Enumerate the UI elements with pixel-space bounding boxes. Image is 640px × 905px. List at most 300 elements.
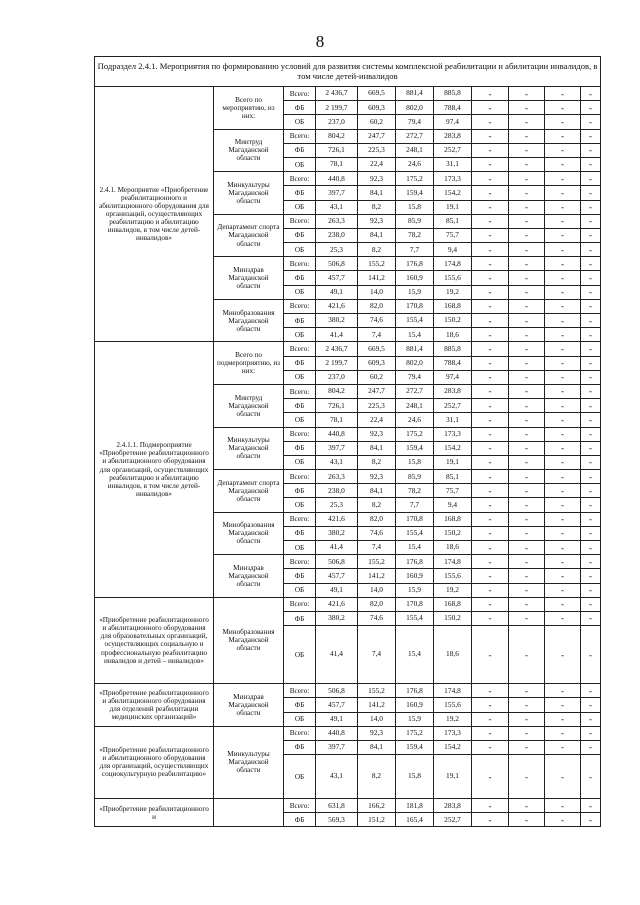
amount-cell: 7,7 (396, 243, 434, 257)
amount-cell: 168,8 (434, 597, 472, 611)
funding-source: Всего: (284, 470, 316, 484)
dash-cell: - (581, 755, 601, 799)
amount-cell: 15,8 (396, 455, 434, 469)
dash-cell: - (472, 243, 509, 257)
dash-cell: - (545, 186, 581, 200)
dash-cell: - (509, 484, 545, 498)
executor-name: Минобразования Магаданской области (214, 597, 284, 683)
amount-cell: 24,6 (396, 157, 434, 171)
dash-cell: - (472, 115, 509, 129)
amount-cell: 92,3 (358, 726, 396, 740)
dash-cell: - (545, 413, 581, 427)
funding-source: ОБ (284, 115, 316, 129)
amount-cell: 155,2 (358, 257, 396, 271)
amount-cell: 85,9 (396, 470, 434, 484)
funding-table (94, 56, 601, 827)
dash-cell: - (545, 626, 581, 684)
amount-cell: 160,9 (396, 698, 434, 712)
dash-cell: - (472, 626, 509, 684)
funding-source: ФБ (284, 356, 316, 370)
amount-cell: 173,3 (434, 427, 472, 441)
dash-cell: - (472, 597, 509, 611)
amount-cell: 14,0 (358, 712, 396, 726)
dash-cell: - (472, 484, 509, 498)
amount-cell: 15,9 (396, 285, 434, 299)
dash-cell: - (545, 484, 581, 498)
dash-cell: - (545, 684, 581, 698)
dash-cell: - (472, 755, 509, 799)
amount-cell: 25,3 (316, 498, 358, 512)
dash-cell: - (509, 285, 545, 299)
amount-cell: 283,8 (434, 799, 472, 813)
dash-cell: - (545, 243, 581, 257)
dash-cell: - (581, 115, 601, 129)
dash-cell: - (509, 87, 545, 101)
amount-cell: 176,8 (396, 555, 434, 569)
dash-cell: - (509, 115, 545, 129)
amount-cell: 31,1 (434, 157, 472, 171)
dash-cell: - (581, 285, 601, 299)
funding-source: ОБ (284, 583, 316, 597)
dash-cell: - (472, 370, 509, 384)
amount-cell: 75,7 (434, 484, 472, 498)
dash-cell: - (581, 87, 601, 101)
amount-cell: 788,4 (434, 356, 472, 370)
amount-cell: 15,4 (396, 626, 434, 684)
amount-cell: 19,2 (434, 583, 472, 597)
funding-source: ФБ (284, 813, 316, 827)
amount-cell: 41,4 (316, 328, 358, 342)
measure-label: «Приобретение реабилитационного и абилитационного оборудования для отделений реабилитации медицинских организаций» (95, 684, 214, 727)
dash-cell: - (545, 470, 581, 484)
amount-cell: 78,2 (396, 484, 434, 498)
dash-cell: - (545, 726, 581, 740)
dash-cell: - (545, 455, 581, 469)
amount-cell: 168,8 (434, 512, 472, 526)
amount-cell: 176,8 (396, 684, 434, 698)
dash-cell: - (472, 698, 509, 712)
amount-cell: 150,2 (434, 526, 472, 540)
amount-cell: 7,7 (396, 498, 434, 512)
dash-cell: - (581, 413, 601, 427)
amount-cell: 174,8 (434, 555, 472, 569)
amount-cell: 788,4 (434, 101, 472, 115)
amount-cell: 238,0 (316, 228, 358, 242)
amount-cell: 237,0 (316, 115, 358, 129)
funding-source: ФБ (284, 399, 316, 413)
funding-source: ОБ (284, 413, 316, 427)
dash-cell: - (472, 569, 509, 583)
dash-cell: - (472, 399, 509, 413)
amount-cell: 43,1 (316, 200, 358, 214)
dash-cell: - (509, 214, 545, 228)
amount-cell: 225,3 (358, 399, 396, 413)
funding-source: Всего: (284, 342, 316, 356)
executor-name: Минкультуры Магаданской области (214, 427, 284, 470)
table-row (95, 684, 601, 698)
amount-cell: 237,0 (316, 370, 358, 384)
amount-cell: 19,1 (434, 455, 472, 469)
executor-name (214, 799, 284, 827)
amount-cell: 97,4 (434, 115, 472, 129)
amount-cell: 272,7 (396, 129, 434, 143)
amount-cell: 170,8 (396, 597, 434, 611)
dash-cell: - (509, 271, 545, 285)
dash-cell: - (545, 427, 581, 441)
amount-cell: 92,3 (358, 470, 396, 484)
dash-cell: - (581, 299, 601, 313)
measure-label: 2.4.1.1. Подмероприятие «Приобретение реабилитационного и абилитационного оборудования для организаций, осуществляющих реабилитацию и абилитацию инвалидов, в том числе детей-инвалидов» (95, 342, 214, 597)
amount-cell: 881,4 (396, 342, 434, 356)
dash-cell: - (472, 427, 509, 441)
dash-cell: - (509, 755, 545, 799)
amount-cell: 421,6 (316, 299, 358, 313)
table-row (95, 726, 601, 740)
dash-cell: - (581, 698, 601, 712)
dash-cell: - (581, 356, 601, 370)
dash-cell: - (509, 626, 545, 684)
funding-source: Всего: (284, 299, 316, 313)
dash-cell: - (472, 413, 509, 427)
dash-cell: - (545, 384, 581, 398)
funding-source: ОБ (284, 626, 316, 684)
dash-cell: - (545, 342, 581, 356)
dash-cell: - (581, 101, 601, 115)
amount-cell: 25,3 (316, 243, 358, 257)
funding-source: ОБ (284, 328, 316, 342)
amount-cell: 506,8 (316, 257, 358, 271)
amount-cell: 8,2 (358, 498, 396, 512)
amount-cell: 421,6 (316, 597, 358, 611)
dash-cell: - (509, 299, 545, 313)
dash-cell: - (581, 555, 601, 569)
amount-cell: 726,1 (316, 399, 358, 413)
amount-cell: 631,8 (316, 799, 358, 813)
dash-cell: - (509, 370, 545, 384)
amount-cell: 247,7 (358, 129, 396, 143)
amount-cell: 84,1 (358, 228, 396, 242)
dash-cell: - (581, 498, 601, 512)
dash-cell: - (509, 328, 545, 342)
amount-cell: 60,2 (358, 115, 396, 129)
executor-name: Минобразования Магаданской области (214, 512, 284, 555)
funding-source: Всего: (284, 214, 316, 228)
dash-cell: - (581, 399, 601, 413)
amount-cell: 248,1 (396, 399, 434, 413)
dash-cell: - (472, 712, 509, 726)
table-row (95, 597, 601, 611)
amount-cell: 2 199,7 (316, 101, 358, 115)
amount-cell: 155,2 (358, 555, 396, 569)
dash-cell: - (545, 87, 581, 101)
amount-cell: 78,1 (316, 413, 358, 427)
amount-cell: 155,6 (434, 569, 472, 583)
table-row (95, 87, 601, 101)
amount-cell: 173,3 (434, 172, 472, 186)
funding-source: ФБ (284, 698, 316, 712)
dash-cell: - (545, 712, 581, 726)
executor-name: Минздрав Магаданской области (214, 684, 284, 727)
dash-cell: - (581, 597, 601, 611)
amount-cell: 43,1 (316, 755, 358, 799)
amount-cell: 84,1 (358, 484, 396, 498)
dash-cell: - (545, 512, 581, 526)
amount-cell: 74,6 (358, 611, 396, 625)
amount-cell: 78,1 (316, 157, 358, 171)
amount-cell: 170,8 (396, 299, 434, 313)
amount-cell: 151,2 (358, 813, 396, 827)
amount-cell: 15,9 (396, 712, 434, 726)
amount-cell: 43,1 (316, 455, 358, 469)
dash-cell: - (581, 455, 601, 469)
dash-cell: - (509, 413, 545, 427)
table-row (95, 799, 601, 813)
amount-cell: 8,2 (358, 455, 396, 469)
dash-cell: - (545, 200, 581, 214)
dash-cell: - (509, 384, 545, 398)
dash-cell: - (472, 455, 509, 469)
funding-source: ОБ (284, 755, 316, 799)
amount-cell: 609,3 (358, 101, 396, 115)
amount-cell: 19,1 (434, 755, 472, 799)
funding-source: ФБ (284, 484, 316, 498)
dash-cell: - (545, 129, 581, 143)
dash-cell: - (545, 799, 581, 813)
dash-cell: - (581, 370, 601, 384)
amount-cell: 397,7 (316, 186, 358, 200)
funding-source: ОБ (284, 243, 316, 257)
funding-source: ОБ (284, 455, 316, 469)
amount-cell: 881,4 (396, 87, 434, 101)
amount-cell: 160,9 (396, 271, 434, 285)
dash-cell: - (545, 555, 581, 569)
amount-cell: 506,8 (316, 684, 358, 698)
amount-cell: 155,4 (396, 314, 434, 328)
amount-cell: 19,2 (434, 712, 472, 726)
amount-cell: 248,1 (396, 143, 434, 157)
amount-cell: 82,0 (358, 299, 396, 313)
amount-cell: 154,2 (434, 186, 472, 200)
dash-cell: - (509, 470, 545, 484)
dash-cell: - (581, 526, 601, 540)
dash-cell: - (545, 157, 581, 171)
amount-cell: 170,8 (396, 512, 434, 526)
dash-cell: - (545, 143, 581, 157)
dash-cell: - (545, 399, 581, 413)
measure-label: «Приобретение реабилитационного и (95, 799, 214, 827)
funding-source: Всего: (284, 512, 316, 526)
page-number: 8 (315, 32, 325, 51)
dash-cell: - (509, 101, 545, 115)
amount-cell: 18,6 (434, 328, 472, 342)
amount-cell: 92,3 (358, 172, 396, 186)
dash-cell: - (472, 129, 509, 143)
dash-cell: - (545, 172, 581, 186)
amount-cell: 9,4 (434, 498, 472, 512)
amount-cell: 506,8 (316, 555, 358, 569)
dash-cell: - (472, 684, 509, 698)
amount-cell: 181,8 (396, 799, 434, 813)
amount-cell: 380,2 (316, 526, 358, 540)
funding-source: Всего: (284, 555, 316, 569)
amount-cell: 173,3 (434, 726, 472, 740)
amount-cell: 263,3 (316, 470, 358, 484)
amount-cell: 2 436,7 (316, 342, 358, 356)
amount-cell: 92,3 (358, 214, 396, 228)
amount-cell: 569,3 (316, 813, 358, 827)
amount-cell: 19,1 (434, 200, 472, 214)
amount-cell: 8,2 (358, 200, 396, 214)
funding-source: ФБ (284, 441, 316, 455)
amount-cell: 176,8 (396, 257, 434, 271)
funding-source: ФБ (284, 611, 316, 625)
dash-cell: - (581, 342, 601, 356)
funding-source: ФБ (284, 740, 316, 754)
dash-cell: - (545, 271, 581, 285)
amount-cell: 141,2 (358, 698, 396, 712)
amount-cell: 15,4 (396, 541, 434, 555)
dash-cell: - (472, 583, 509, 597)
dash-cell: - (509, 726, 545, 740)
amount-cell: 155,2 (358, 684, 396, 698)
amount-cell: 380,2 (316, 611, 358, 625)
dash-cell: - (581, 484, 601, 498)
funding-source: Всего: (284, 87, 316, 101)
dash-cell: - (581, 726, 601, 740)
measure-label: «Приобретение реабилитационного и абилитационного оборудования для организаций, осуществляющих социокультурную реабилитацию» (95, 726, 214, 798)
executor-name: Минздрав Магаданской области (214, 257, 284, 300)
table-row (95, 342, 601, 356)
amount-cell: 49,1 (316, 583, 358, 597)
dash-cell: - (509, 541, 545, 555)
amount-cell: 252,7 (434, 399, 472, 413)
dash-cell: - (509, 186, 545, 200)
amount-cell: 457,7 (316, 569, 358, 583)
executor-name: Минздрав Магаданской области (214, 555, 284, 598)
dash-cell: - (472, 172, 509, 186)
dash-cell: - (545, 328, 581, 342)
dash-cell: - (545, 257, 581, 271)
amount-cell: 885,8 (434, 87, 472, 101)
dash-cell: - (545, 498, 581, 512)
amount-cell: 2 436,7 (316, 87, 358, 101)
dash-cell: - (509, 157, 545, 171)
amount-cell: 97,4 (434, 370, 472, 384)
amount-cell: 225,3 (358, 143, 396, 157)
dash-cell: - (545, 314, 581, 328)
dash-cell: - (581, 186, 601, 200)
dash-cell: - (509, 356, 545, 370)
dash-cell: - (545, 228, 581, 242)
dash-cell: - (472, 285, 509, 299)
dash-cell: - (545, 597, 581, 611)
amount-cell: 22,4 (358, 157, 396, 171)
dash-cell: - (472, 813, 509, 827)
dash-cell: - (509, 555, 545, 569)
amount-cell: 726,1 (316, 143, 358, 157)
amount-cell: 175,2 (396, 172, 434, 186)
amount-cell: 15,8 (396, 200, 434, 214)
amount-cell: 41,4 (316, 541, 358, 555)
funding-source: ОБ (284, 200, 316, 214)
amount-cell: 18,6 (434, 541, 472, 555)
dash-cell: - (581, 441, 601, 455)
amount-cell: 263,3 (316, 214, 358, 228)
amount-cell: 15,8 (396, 755, 434, 799)
executor-name: Департамент спорта Магаданской области (214, 470, 284, 513)
amount-cell: 165,4 (396, 813, 434, 827)
amount-cell: 669,5 (358, 342, 396, 356)
amount-cell: 885,8 (434, 342, 472, 356)
amount-cell: 272,7 (396, 384, 434, 398)
dash-cell: - (472, 726, 509, 740)
amount-cell: 41,4 (316, 626, 358, 684)
amount-cell: 15,9 (396, 583, 434, 597)
dash-cell: - (472, 143, 509, 157)
dash-cell: - (472, 200, 509, 214)
dash-cell: - (509, 399, 545, 413)
funding-source: ФБ (284, 228, 316, 242)
dash-cell: - (472, 740, 509, 754)
executor-name: Минтруд Магаданской области (214, 384, 284, 427)
measure-label: «Приобретение реабилитационного и абилитационного оборудования для образовательных организаций, осуществляющих социальную и профессиональную реабилитацию инвалидов и детей – инвалидов» (95, 597, 214, 683)
dash-cell: - (509, 684, 545, 698)
dash-cell: - (472, 441, 509, 455)
dash-cell: - (545, 299, 581, 313)
dash-cell: - (581, 157, 601, 171)
dash-cell: - (509, 257, 545, 271)
dash-cell: - (581, 172, 601, 186)
dash-cell: - (581, 143, 601, 157)
dash-cell: - (581, 583, 601, 597)
amount-cell: 252,7 (434, 813, 472, 827)
dash-cell: - (509, 342, 545, 356)
dash-cell: - (545, 285, 581, 299)
amount-cell: 175,2 (396, 427, 434, 441)
dash-cell: - (472, 257, 509, 271)
amount-cell: 804,2 (316, 129, 358, 143)
dash-cell: - (545, 611, 581, 625)
measure-label: 2.4.1. Мероприятие «Приобретение реабилитационного и абилитационного оборудования для организаций, осуществляющих реабилитацию и абилитацию инвалидов, в том числе детей-инвалидов» (95, 87, 214, 342)
dash-cell: - (472, 342, 509, 356)
funding-source: Всего: (284, 726, 316, 740)
amount-cell: 74,6 (358, 314, 396, 328)
dash-cell: - (581, 427, 601, 441)
dash-cell: - (581, 243, 601, 257)
amount-cell: 155,6 (434, 271, 472, 285)
dash-cell: - (472, 101, 509, 115)
dash-cell: - (472, 186, 509, 200)
dash-cell: - (472, 555, 509, 569)
dash-cell: - (581, 569, 601, 583)
amount-cell: 159,4 (396, 740, 434, 754)
dash-cell: - (581, 257, 601, 271)
dash-cell: - (509, 740, 545, 754)
funding-source: ФБ (284, 314, 316, 328)
dash-cell: - (509, 200, 545, 214)
amount-cell: 7,4 (358, 328, 396, 342)
amount-cell: 31,1 (434, 413, 472, 427)
executor-name: Всего по мероприятию, из них: (214, 87, 284, 130)
dash-cell: - (581, 799, 601, 813)
executor-name: Всего по подмероприятию, из них: (214, 342, 284, 385)
funding-source: ФБ (284, 101, 316, 115)
amount-cell: 14,0 (358, 583, 396, 597)
amount-cell: 49,1 (316, 712, 358, 726)
amount-cell: 84,1 (358, 740, 396, 754)
funding-source: ОБ (284, 370, 316, 384)
dash-cell: - (509, 569, 545, 583)
